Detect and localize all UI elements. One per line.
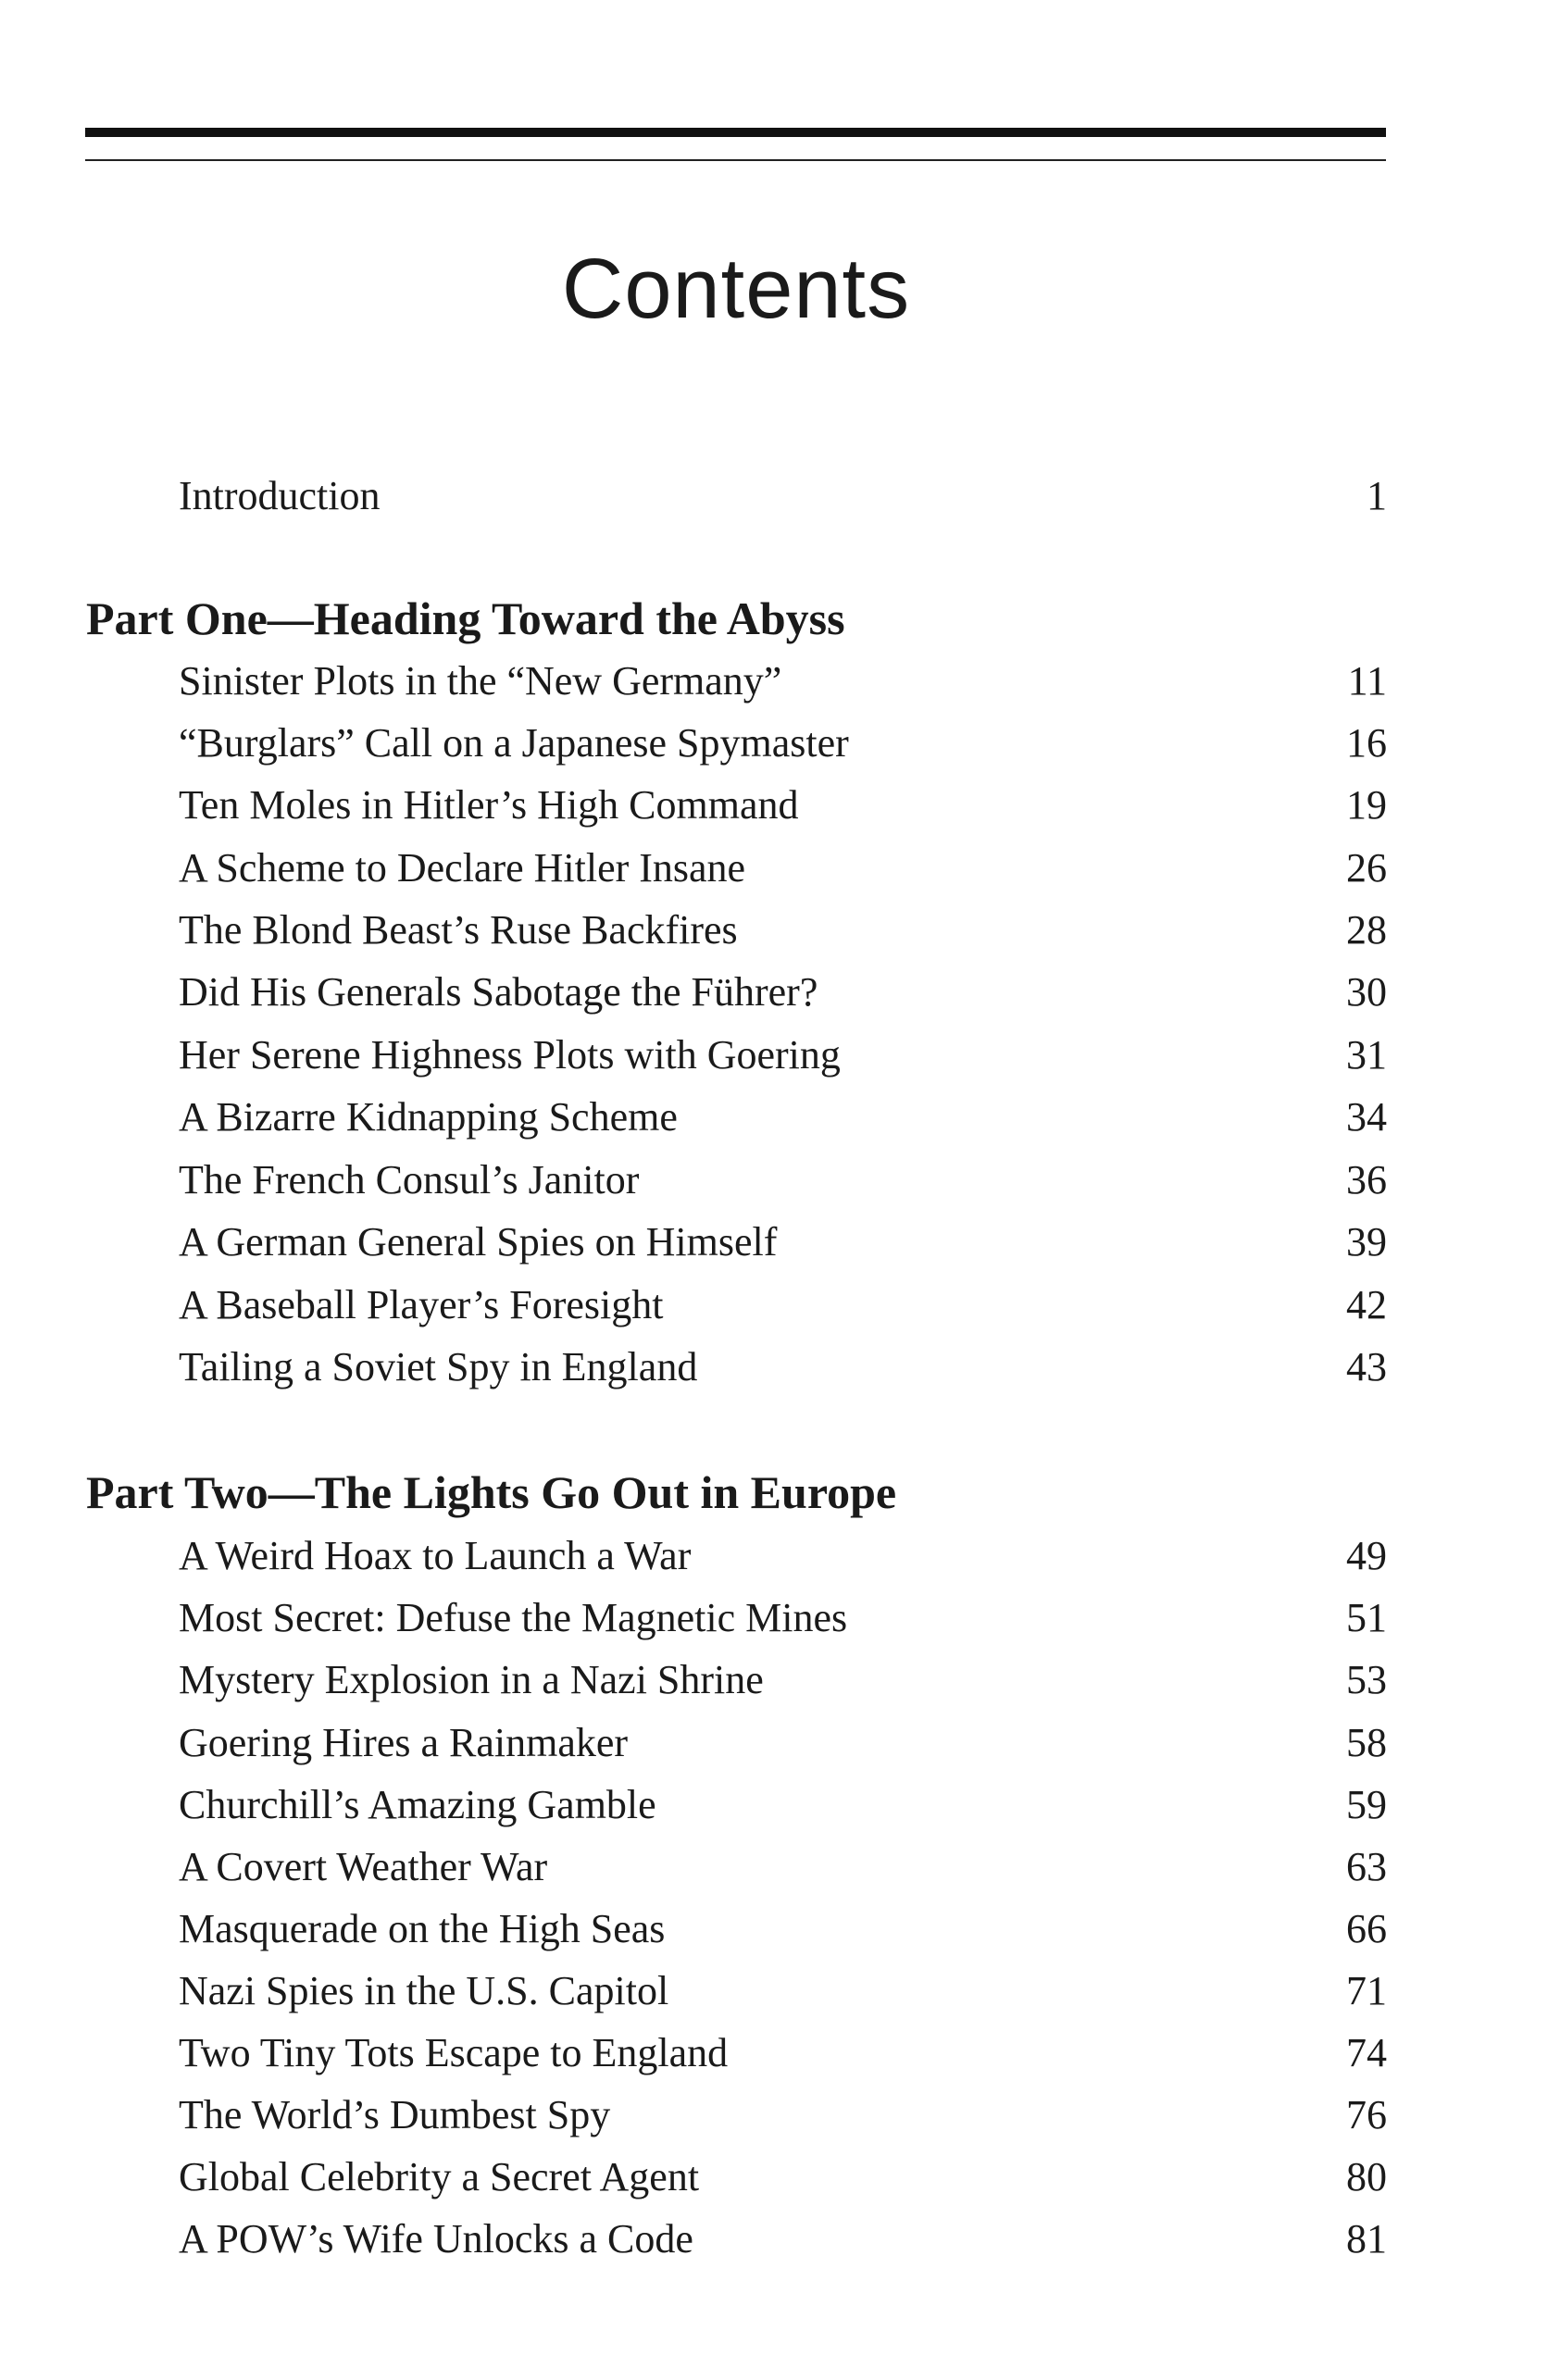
page-title: Contents [561, 242, 911, 336]
toc-entry-label: The Blond Beast’s Ruse Backfires [179, 907, 738, 953]
toc-entry-label: Two Tiny Tots Escape to England [179, 2030, 729, 2075]
toc-entry[interactable] [179, 2212, 1387, 2267]
toc-entry-label: Did His Generals Sabotage the Führer? [179, 969, 818, 1015]
toc-entry[interactable] [179, 1901, 1387, 1957]
toc-entry[interactable] [179, 1963, 1387, 2019]
part-two-heading: Part Two—The Lights Go Out in Europe [86, 1466, 897, 1518]
toc-entry[interactable] [179, 1340, 1387, 1395]
toc-entry[interactable] [179, 965, 1387, 1020]
toc-entry[interactable] [179, 1777, 1387, 1833]
toc-entry-page: 66 [1346, 1906, 1387, 1951]
toc-entry[interactable] [179, 903, 1387, 958]
toc-entry[interactable] [179, 1715, 1387, 1771]
toc-entry-page: 74 [1346, 2030, 1387, 2075]
toc-entry-introduction[interactable] [179, 468, 1387, 524]
toc-entry[interactable] [179, 1215, 1387, 1270]
toc-entry-label: A Baseball Player’s Foresight [179, 1282, 664, 1327]
part-one-heading: Part One—Heading Toward the Abyss [86, 592, 845, 644]
toc-entry[interactable] [179, 2087, 1387, 2143]
toc-entry-page: 71 [1346, 1968, 1387, 2013]
toc-entry-page: 43 [1346, 1344, 1387, 1389]
toc-entry[interactable] [179, 1090, 1387, 1145]
toc-entry-label: The French Consul’s Janitor [179, 1157, 640, 1202]
toc-entry-label: A Bizarre Kidnapping Scheme [179, 1094, 678, 1140]
toc-entry-label: Mystery Explosion in a Nazi Shrine [179, 1657, 764, 1702]
toc-entry[interactable] [179, 2149, 1387, 2205]
toc-entry-page: 26 [1346, 845, 1387, 891]
toc-entry-label: Churchill’s Amazing Gamble [179, 1782, 656, 1827]
top-rule-thin [85, 159, 1386, 161]
toc-entry[interactable] [179, 778, 1387, 833]
toc-entry[interactable] [179, 1839, 1387, 1895]
toc-entry-label: Introduction [179, 473, 381, 518]
toc-entry-label: Most Secret: Defuse the Magnetic Mines [179, 1595, 848, 1640]
toc-entry[interactable] [179, 1028, 1387, 1083]
toc-entry-page: 1 [1367, 473, 1387, 518]
toc-entry-page: 51 [1346, 1595, 1387, 1640]
toc-entry[interactable] [179, 716, 1387, 771]
toc-entry-page: 31 [1346, 1032, 1387, 1078]
toc-entry-page: 80 [1346, 2154, 1387, 2199]
toc-entry-page: 19 [1346, 782, 1387, 828]
toc-entry[interactable] [179, 1652, 1387, 1708]
toc-entry-page: 53 [1346, 1657, 1387, 1702]
toc-entry-label: A Weird Hoax to Launch a War [179, 1533, 692, 1578]
toc-entry-page: 81 [1346, 2216, 1387, 2262]
toc-entry-page: 28 [1346, 907, 1387, 953]
toc-entry-label: Her Serene Highness Plots with Goering [179, 1032, 841, 1078]
toc-entry[interactable] [179, 654, 1387, 709]
toc-entry-label: Masquerade on the High Seas [179, 1906, 666, 1951]
toc-entry-page: 76 [1346, 2092, 1387, 2137]
toc-entry[interactable] [179, 841, 1387, 896]
toc-entry-label: A Scheme to Declare Hitler Insane [179, 845, 746, 891]
top-rule-thick [85, 128, 1386, 137]
toc-entry[interactable] [179, 1153, 1387, 1208]
toc-entry[interactable] [179, 2025, 1387, 2081]
toc-entry-page: 58 [1346, 1720, 1387, 1765]
toc-entry-label: Sinister Plots in the “New Germany” [179, 658, 782, 704]
toc-entry-page: 49 [1346, 1533, 1387, 1578]
toc-entry-label: A German General Spies on Himself [179, 1219, 778, 1265]
toc-entry-label: Global Celebrity a Secret Agent [179, 2154, 700, 2199]
toc-entry-label: “Burglars” Call on a Japanese Spymaster [179, 720, 849, 766]
toc-entry-label: The World’s Dumbest Spy [179, 2092, 611, 2137]
toc-entry-page: 11 [1347, 658, 1387, 704]
toc-entry-label: Ten Moles in Hitler’s High Command [179, 782, 799, 828]
toc-entry-label: Goering Hires a Rainmaker [179, 1720, 629, 1765]
toc-entry-label: Tailing a Soviet Spy in England [179, 1344, 698, 1389]
toc-entry-label: A POW’s Wife Unlocks a Code [179, 2216, 693, 2262]
toc-entry-page: 63 [1346, 1844, 1387, 1889]
toc-entry[interactable] [179, 1277, 1387, 1333]
toc-entry-page: 34 [1346, 1094, 1387, 1140]
toc-entry[interactable] [179, 1590, 1387, 1646]
toc-entry-page: 16 [1346, 720, 1387, 766]
toc-entry-label: Nazi Spies in the U.S. Capitol [179, 1968, 669, 2013]
toc-entry-page: 36 [1346, 1157, 1387, 1202]
toc-entry-page: 59 [1346, 1782, 1387, 1827]
toc-entry-page: 42 [1346, 1282, 1387, 1327]
toc-entry-page: 39 [1346, 1219, 1387, 1265]
toc-entry-page: 30 [1346, 969, 1387, 1015]
toc-entry-label: A Covert Weather War [179, 1844, 548, 1889]
toc-entry[interactable] [179, 1528, 1387, 1584]
